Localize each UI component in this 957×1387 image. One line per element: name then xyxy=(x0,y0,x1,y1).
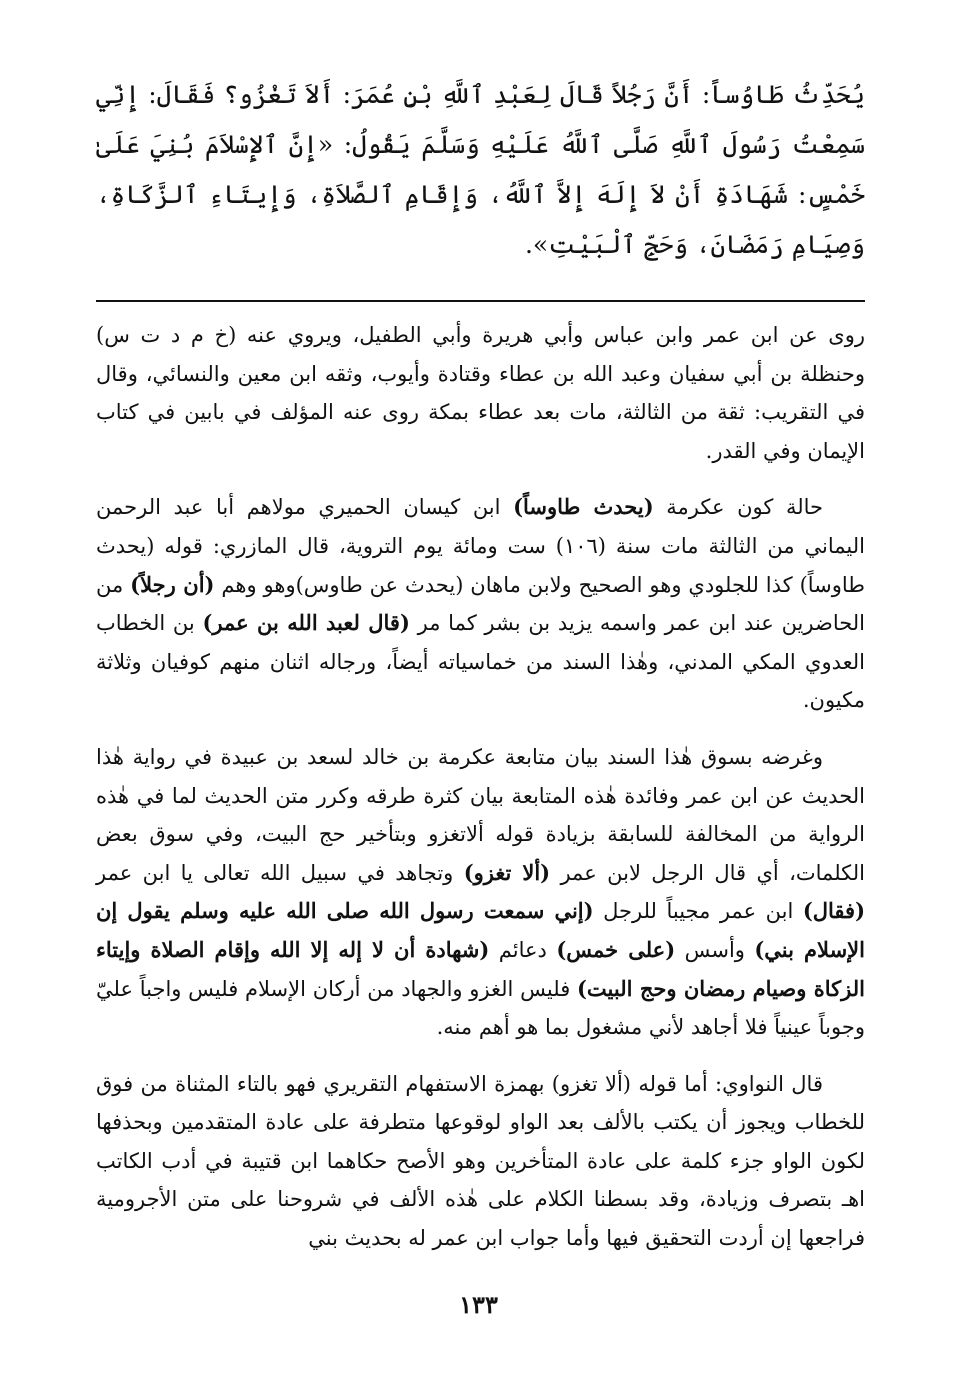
bold-quote: (شهادة أن لا إله إلا الله وإقام الصلاة وإيتاء الزكاة وصيام رمضان وحج البيت) xyxy=(96,936,865,1001)
commentary-paragraph-3 xyxy=(96,738,865,1047)
text-span: ابن عمر مجيباً للرجل xyxy=(593,899,803,924)
commentary-paragraph-1: روى عن ابن عمر وابن عباس وأبي هريرة وأبي الطفيل، ويروي عنه (خ م د ت س) وحنظلة بن أبي سفيان وعبد الله بن عطاء وقتادة وأيوب، وثقه ابن معين والنسائي، وقال في التقريب: ثقة من الثالثة، مات بعد عطاء بمكة روى عنه المؤلف في بابين في كتاب الإيمان وفي القدر. xyxy=(96,323,865,463)
bold-quote: (ألا تغزو) xyxy=(463,859,551,885)
text-span: دعائم xyxy=(489,937,557,962)
text-span: بن الخطاب العدوي المكي المدني، وهٰذا السند من خماسياته أيضاً، ورجاله اثنان منهم كوفيان وثلاثة مكيون. xyxy=(96,611,865,713)
page-number: ١٣٣ xyxy=(459,1290,498,1319)
text-span: ابن كيسان الحميري مولاهم أبا عبد الرحمن اليماني من الثالثة مات سنة (١٠٦) ست ومائة يوم التروية، قال المازري: قوله (يحدث طاوساً) كذا للجلودي وهو الصحيح ولابن ماهان (يحدث عن طاوس)وهو وهم xyxy=(96,495,866,597)
bold-quote: (إني سمعت رسول الله صلى الله عليه وسلم يقول إن الإسلام بني) xyxy=(96,898,865,962)
bold-quote: (قال لعبد الله بن عمر) xyxy=(202,610,410,636)
commentary-paragraph-4: قال النواوي: أما قوله (ألا تغزو) بهمزة الاستفهام التقريري فهو بالتاء المثناة من فوق للخطاب ويجوز أن يكتب بالألف بعد الواو لوقوعها متطرفة على عادة المتقدمين وبحذفها لكون الواو جزء كلمة على عادة المتأخرين وهو الأصح حكاهما ابن قتيبة في أدب الكاتب اهـ بتصرف وزيادة، وقد بسطنا الكلام على هٰذه الألف في شروحنا على متن الأجرومية فراجعها إن أردت التحقيق فيها وأما جواب ابن عمر له بحديث بني xyxy=(96,1071,865,1251)
text-span: وغرضه بسوق هٰذا السند بيان متابعة عكرمة بن خالد لسعد بن عبيدة في رواية هٰذا الحديث عن ابن عمر وفائدة هٰذه المتابعة بيان كثرة طرقه وكرر متن الحديث لما في هٰذه الرواية من المخالفة للسابقة بزيادة قوله ألاتغزو وبتأخير حج البيت، وفي سوق بعض الكلمات، أي قال الرجل لابن عمر xyxy=(96,744,865,885)
commentary-paragraph-2 xyxy=(96,488,865,720)
text-span: من الحاضرين عند ابن عمر واسمه يزيد بن بشر كما مر xyxy=(96,572,865,636)
text-span: حالة كون عكرمة xyxy=(653,495,823,520)
bold-quote: (أن رجلاً) xyxy=(130,571,215,597)
text-span: وأسس xyxy=(675,937,755,962)
divider-line xyxy=(96,300,865,302)
bold-quote: (يحدث طاوساً) xyxy=(513,494,654,520)
hadith-text: يُحَدِّثُ طَاوُساً: أَنَّ رَجُلاً قَالَ لِعَبْدِ ٱللَّهِ بْنِ عُمَرَ: أَلاَ تَغْزُو؟ فَقَالَ: إِنِّي سَمِعْتُ رَسُولَ ٱللَّهِ صَلَّى ٱللَّهُ عَلَيْهِ وَسَلَّمَ يَقُولُ: «إِنَّ ٱلإِسْلاَمَ بُنِيَ عَلَىٰ خَمْسٍ: شَهَادَةِ أَنْ لاَ إِلَهَ إِلاَّ ٱللَّهُ، وَإِقَامِ ٱلصَّلاَةِ، وَإِيتَاءِ ٱلزَّكَاةِ، وَصِيَامِ رَمَضَانَ، وَحَجِّ ٱلْبَيْتِ». xyxy=(96,80,865,259)
text-span: وتجاهد في سبيل الله تعالى يا ابن عمر xyxy=(96,860,464,885)
text-span: فليس الغزو والجهاد من أركان الإسلام فليس واجباً عليّ وجوباً عينياً فلا أجاهد لأني مشغول بما هو أهم منه. xyxy=(96,976,865,1040)
bold-quote: (فقال) xyxy=(802,898,866,924)
bold-quote: (على خمس) xyxy=(556,936,676,962)
